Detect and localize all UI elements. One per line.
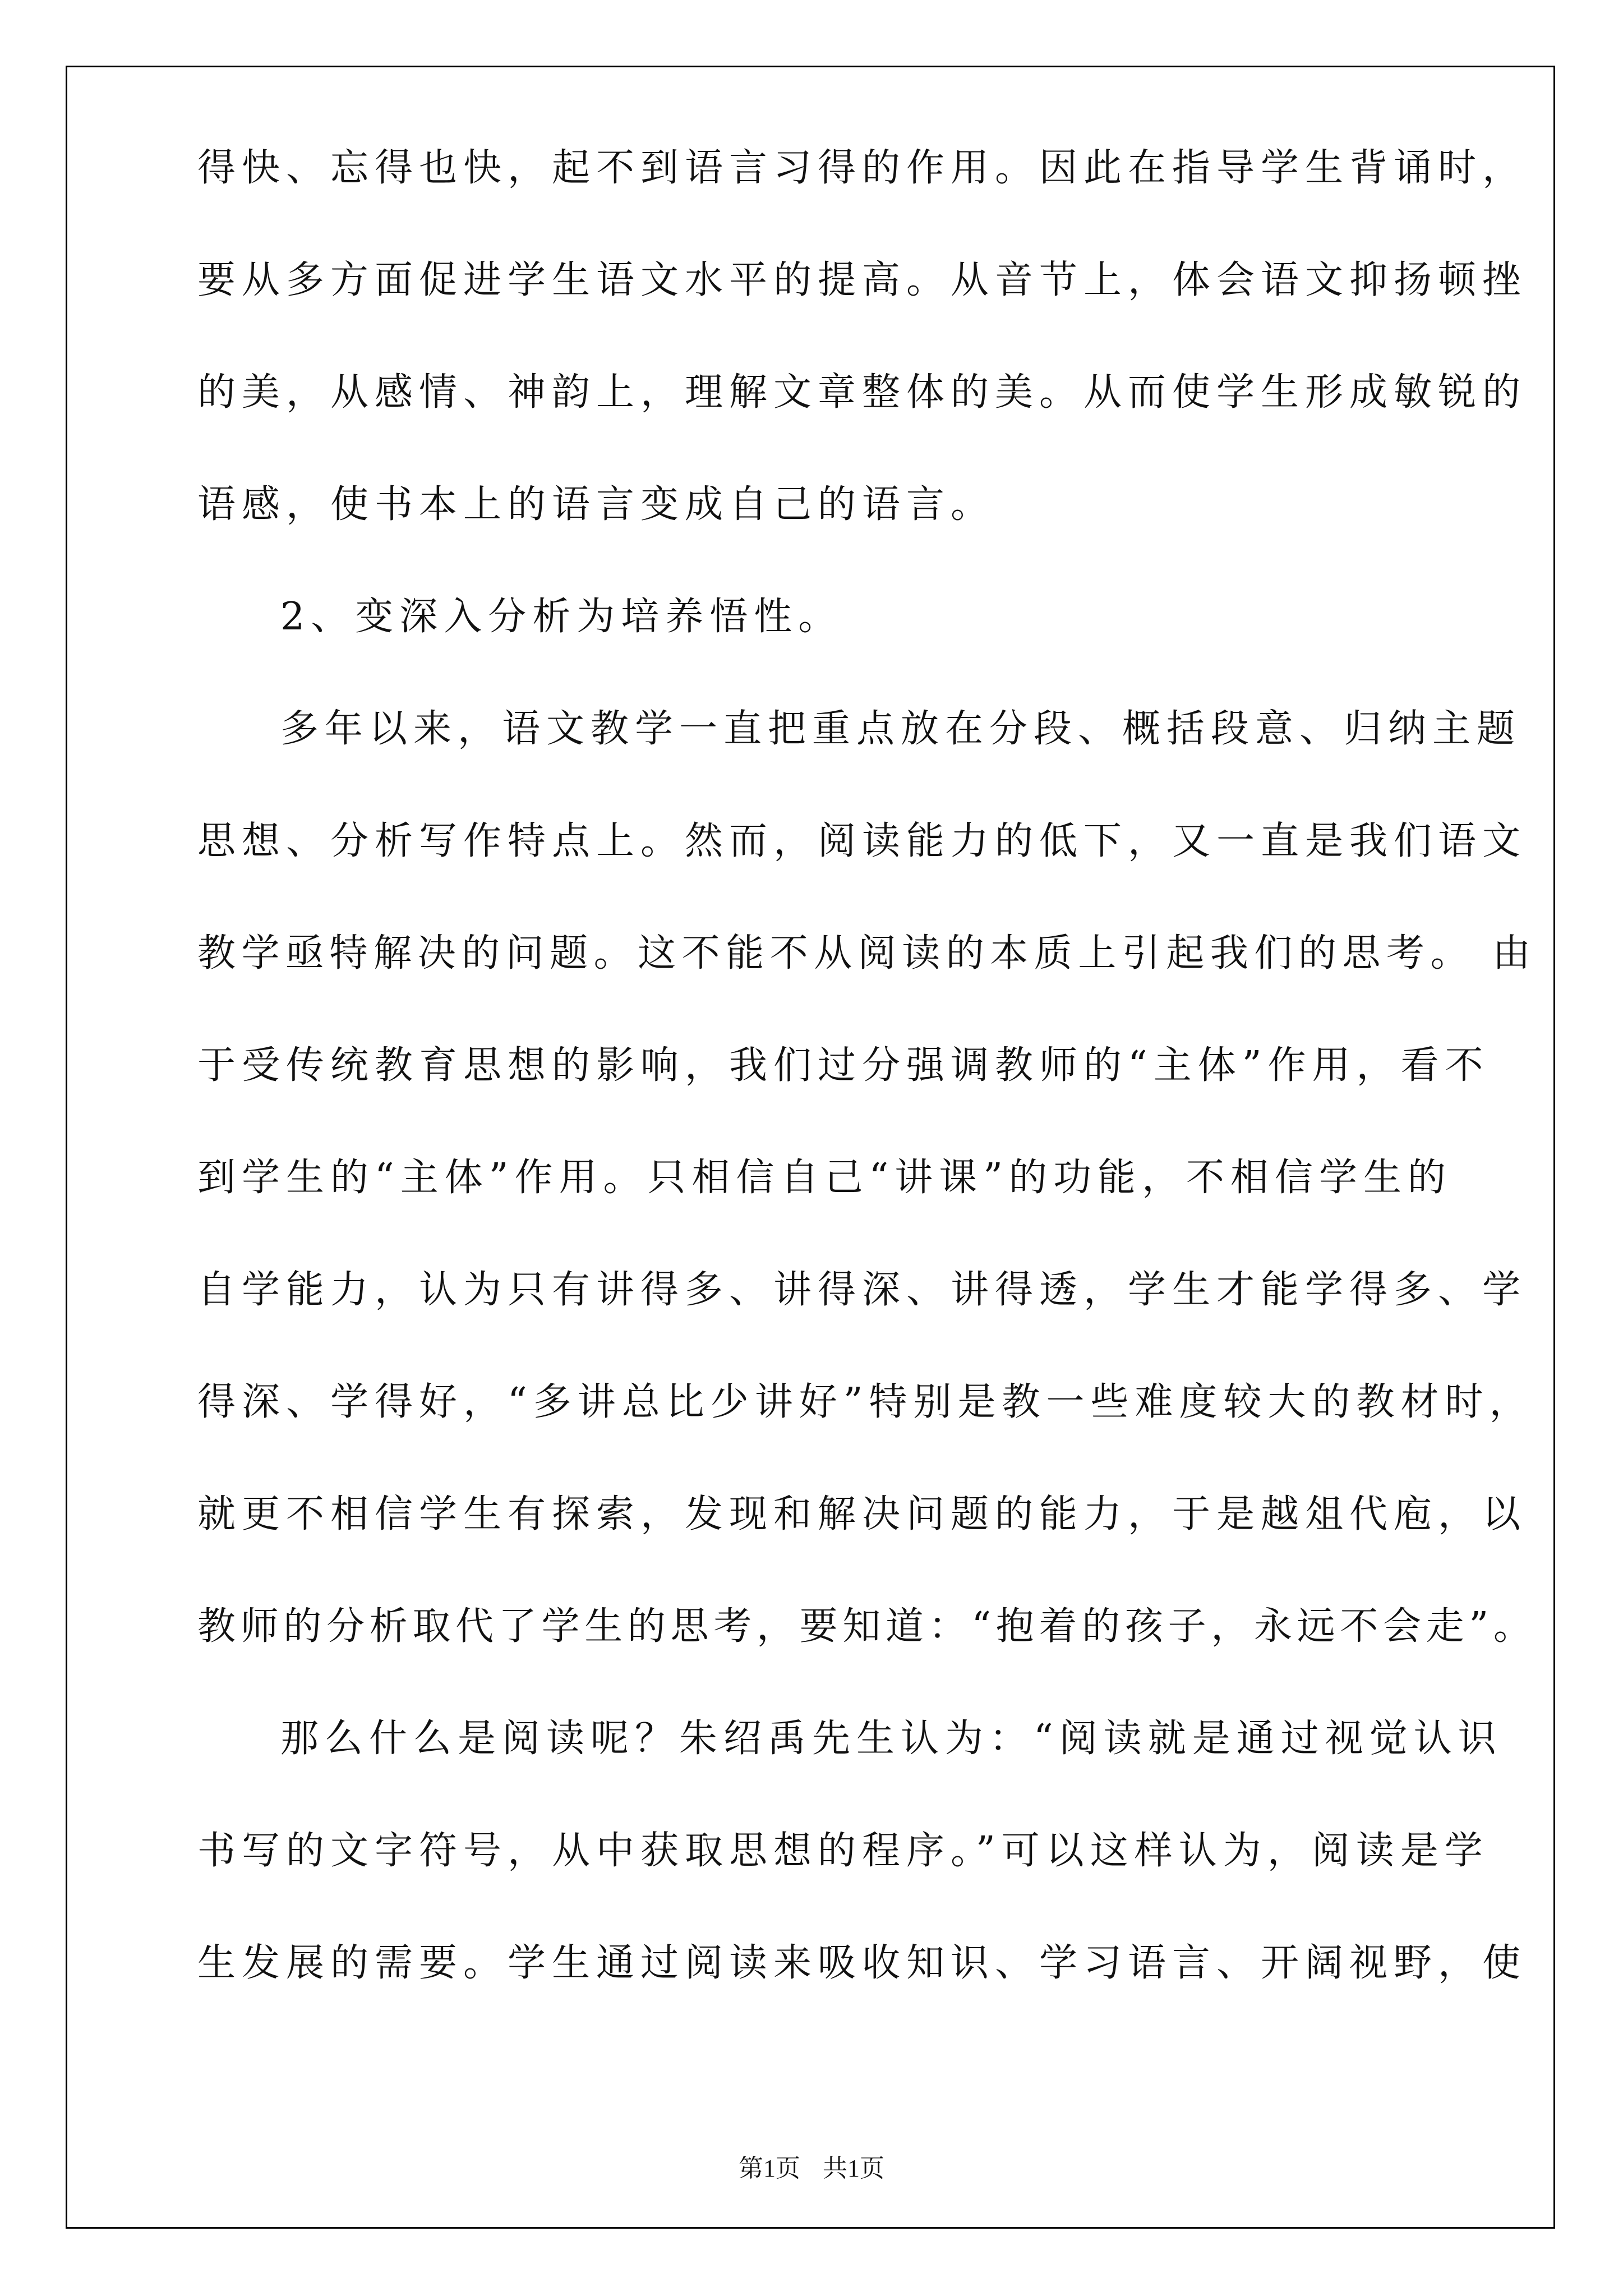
page-footer [0, 2152, 1623, 2185]
body-text-line: 多年以来，语文教学一直把重点放在分段、概括段意、归纳主题 [280, 707, 1521, 751]
body-text-line: 教师的分析取代了学生的思考，要知道：“抱着的孩子，永远不会走”。 [197, 1604, 1537, 1649]
body-text-line: 语感，使书本上的语言变成自己的语言。 [197, 482, 995, 527]
section-heading: 2、变深入分析为培养悟性。 [280, 595, 843, 639]
body-text-line: 思想、分析写作特点上。然而，阅读能力的低下，又一直是我们语文 [197, 819, 1527, 863]
body-text-line: 的美，从感情、神韵上，理解文章整体的美。从而使学生形成敏锐的 [197, 370, 1527, 415]
body-text-line: 书写的文字符号，从中获取思想的程序。”可以这样认为，阅读是学 [197, 1829, 1489, 1873]
body-text-line: 到学生的“主体”作用。只相信自己“讲课”的功能，不相信学生的 [197, 1156, 1453, 1200]
body-text-line: 就更不相信学生有探索，发现和解决问题的能力，于是越俎代庖，以 [197, 1492, 1527, 1536]
body-text-line: 那么什么是阅读呢？朱绍禹先生认为：“阅读就是通过视觉认识 [280, 1717, 1502, 1761]
body-text-line: 得深、学得好，“多讲总比少讲好”特别是教一些难度较大的教材时， [197, 1380, 1534, 1424]
body-text-line: 得快、忘得也快，起不到语言习得的作用。因此在指导学生背诵时， [197, 146, 1527, 190]
body-text-line: 要从多方面促进学生语文水平的提高。从音节上，体会语文抑扬顿挫 [197, 258, 1527, 302]
page-number: 第1页 [739, 2155, 800, 2182]
body-text-line: 生发展的需要。学生通过阅读来吸收知识、学习语言、开阔视野，使 [197, 1941, 1527, 1985]
body-text-line: 自学能力，认为只有讲得多、讲得深、讲得透，学生才能学得多、学 [197, 1268, 1527, 1312]
body-text-line: 于受传统教育思想的影响，我们过分强调教师的“主体”作用，看不 [197, 1043, 1490, 1088]
page-total: 共1页 [823, 2155, 884, 2182]
body-text-line: 教学亟特解决的问题。这不能不从阅读的本质上引起我们的思考。 由 [197, 931, 1537, 976]
